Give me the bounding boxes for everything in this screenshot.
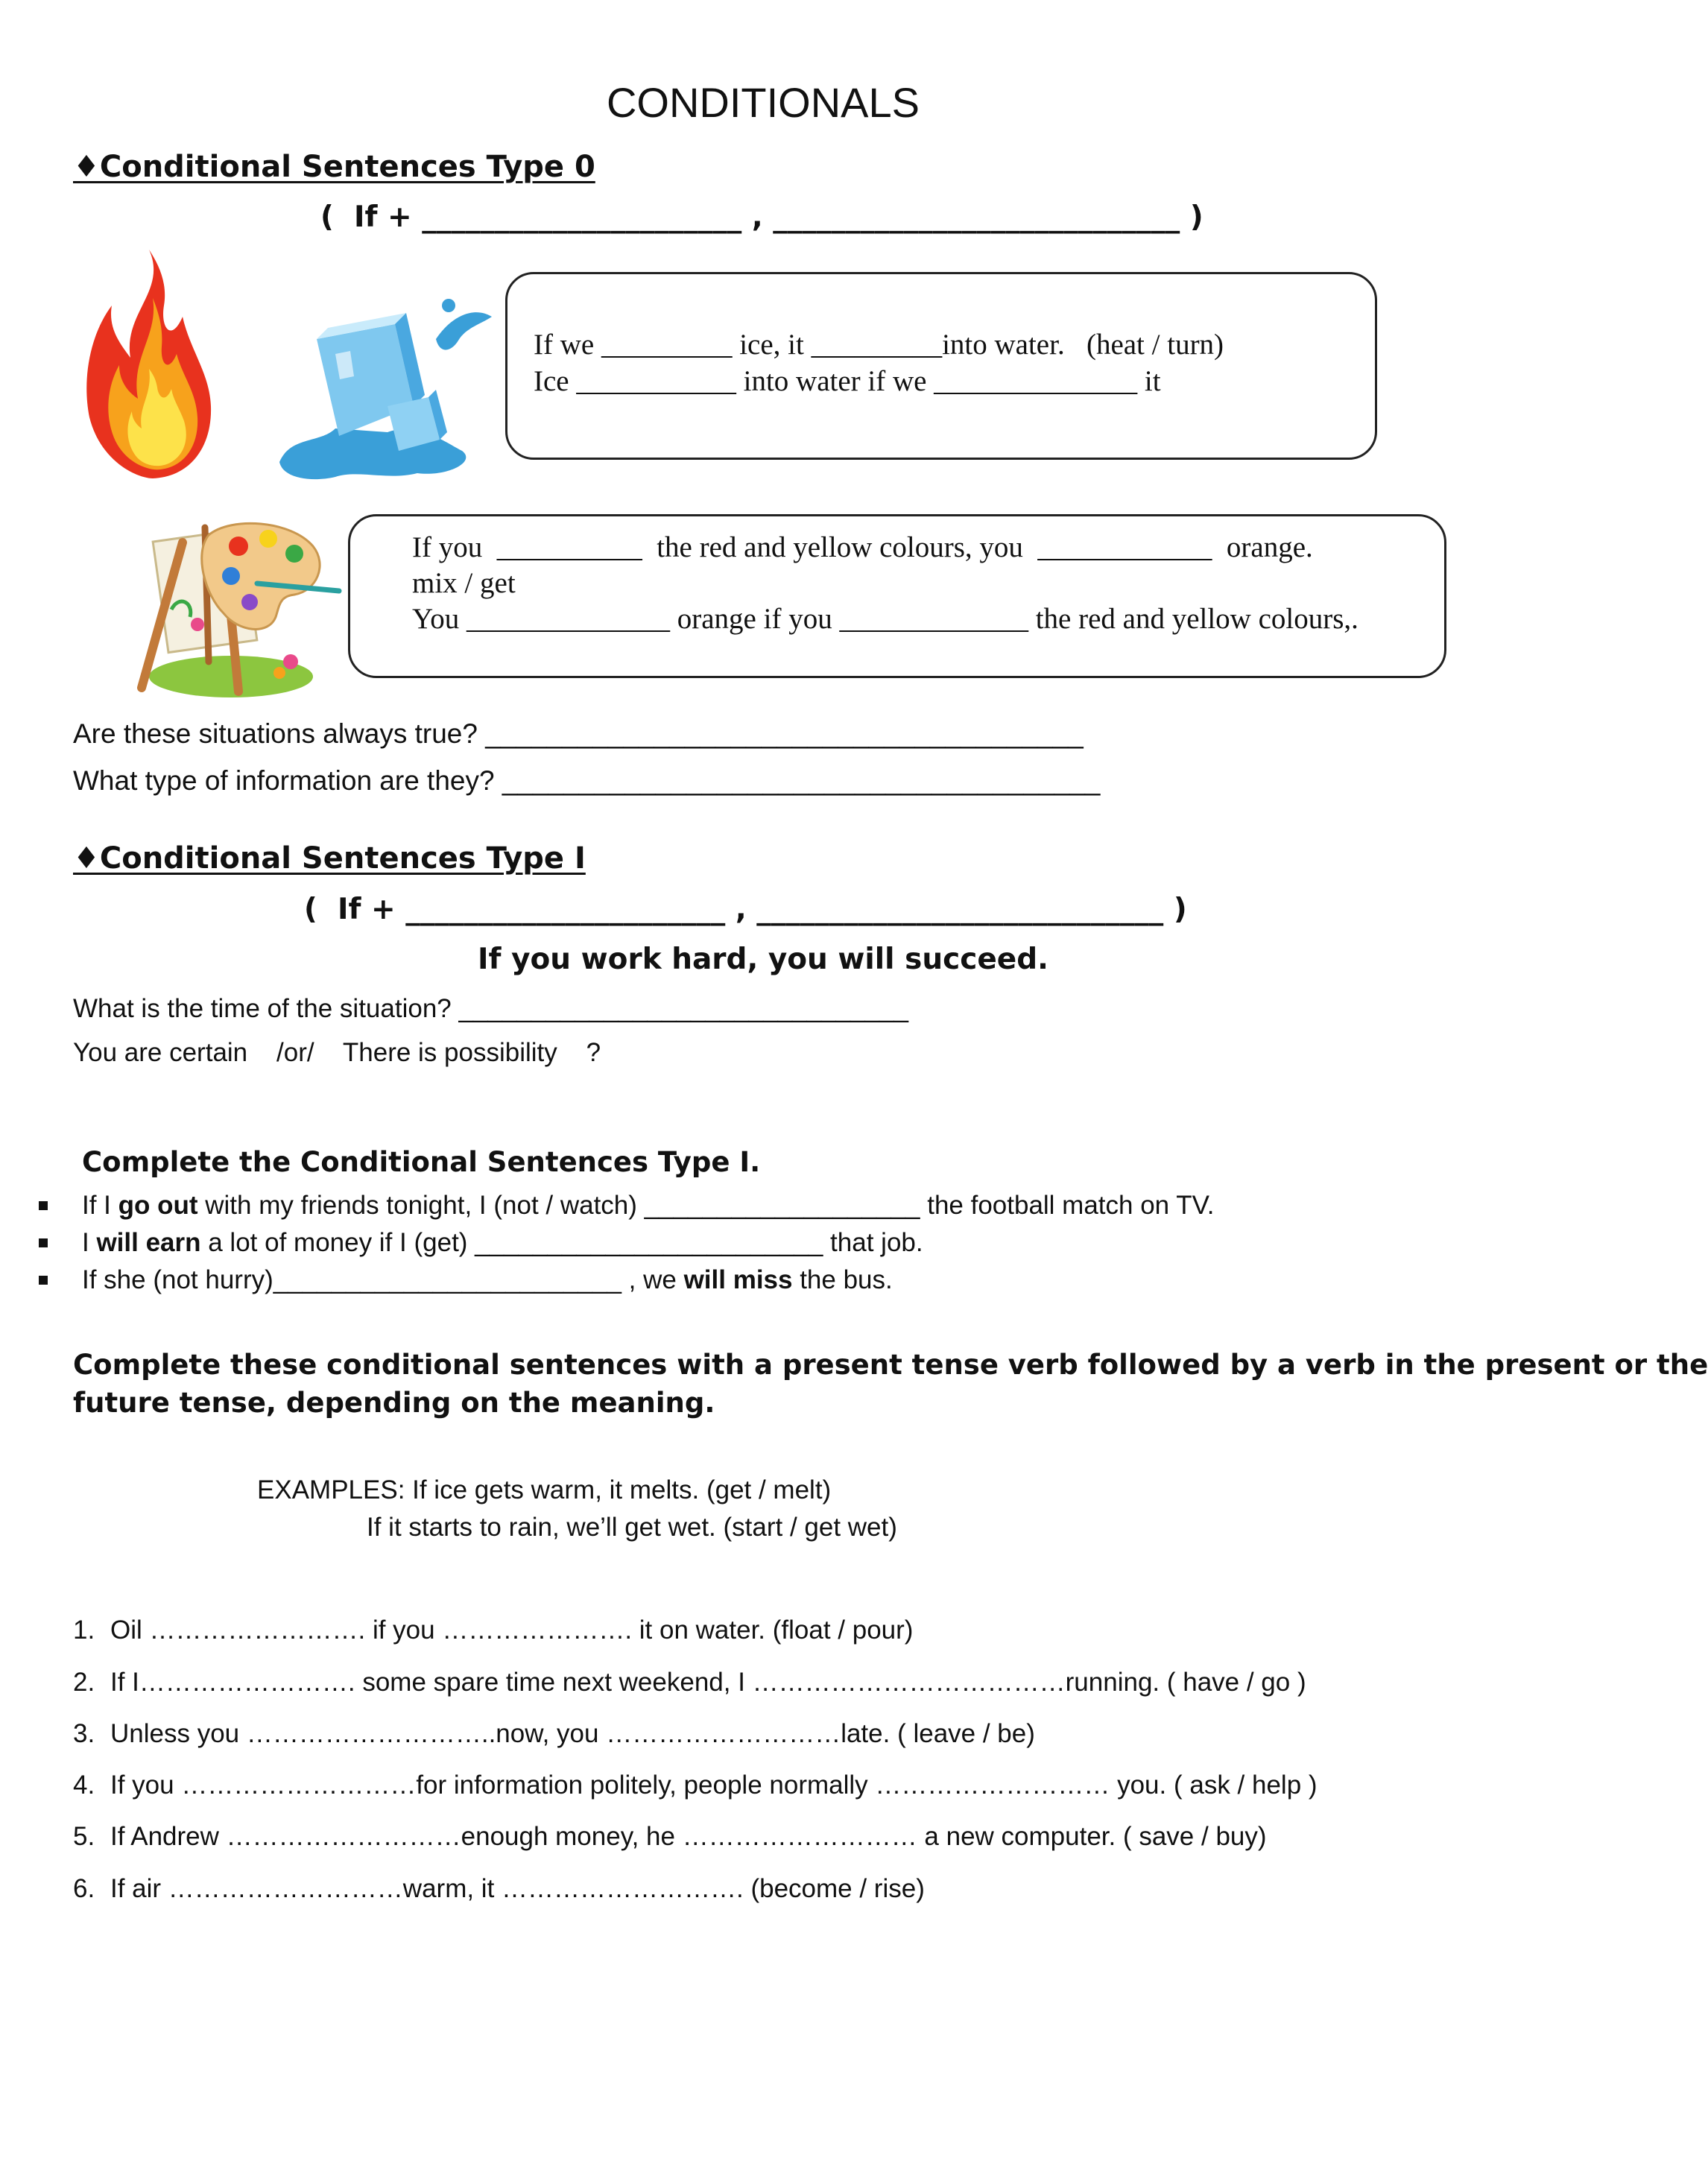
type0-heading: ♦Conditional Sentences Type 0 bbox=[73, 150, 595, 184]
exercise-item-4 bbox=[73, 1771, 1318, 1800]
box-ice-line2: Ice ___________ into water if we ______________ it bbox=[534, 365, 1161, 397]
melting-ice-icon bbox=[276, 294, 499, 484]
item-number: 1. bbox=[73, 1616, 95, 1645]
exercise-item-3 bbox=[73, 1719, 1035, 1748]
item-bold-text: will earn bbox=[96, 1228, 201, 1257]
type1-heading: ♦Conditional Sentences Type I bbox=[73, 841, 586, 876]
complete-tense-heading-line2: future tense, depending on the meaning. bbox=[73, 1387, 715, 1419]
item-text: If she (not hurry)________________________ , we bbox=[82, 1265, 684, 1294]
type1-question-time: What is the time of the situation? _______________________________ bbox=[73, 994, 908, 1023]
complete-tense-heading-line1: Complete these conditional sentences with a present tense verb followed by a verb in the present or the bbox=[73, 1349, 1708, 1381]
type0-box-colours bbox=[348, 514, 1446, 678]
item-bold-text: will miss bbox=[683, 1265, 793, 1294]
item-text: I bbox=[82, 1228, 97, 1257]
box-colours-line3: You ______________ orange if you _____________ the red and yellow colours,. bbox=[412, 603, 1359, 635]
bullet-icon bbox=[39, 1238, 48, 1247]
item-text: If I bbox=[82, 1191, 118, 1220]
item-text: a lot of money if I (get) ________________________ that job. bbox=[200, 1228, 923, 1257]
type0-box-ice bbox=[505, 272, 1377, 460]
examples-line1: EXAMPLES: If ice gets warm, it melts. (get / melt) bbox=[257, 1475, 832, 1504]
item-text: If air ………………………warm, it ………………………. (become / rise) bbox=[110, 1874, 925, 1903]
page-title: CONDITIONALS bbox=[606, 79, 920, 126]
type0-formula: ( If + ______________________ , ____________________________ ) bbox=[320, 200, 1203, 234]
bullet-icon bbox=[39, 1201, 48, 1210]
exercise-item-5 bbox=[73, 1822, 1267, 1851]
type1-question-certain: You are certain /or/ There is possibility ? bbox=[73, 1038, 601, 1067]
exercise-item-6 bbox=[73, 1874, 925, 1903]
item-text: If I……………………. some spare time next weekend, I ………………………………running. ( have / go ) bbox=[110, 1668, 1306, 1697]
examples-line2: If it starts to rain, we’ll get wet. (start / get wet) bbox=[367, 1513, 897, 1542]
fire-icon bbox=[78, 246, 216, 481]
type1-example-sentence: If you work hard, you will succeed. bbox=[478, 943, 1048, 976]
box-ice-line1: If we _________ ice, it _________into water. (heat / turn) bbox=[534, 329, 1224, 361]
item-text: If you ………………………for information politely, people normally ……………………… you. ( ask / help ) bbox=[110, 1771, 1318, 1800]
item-bold-text: go out bbox=[118, 1191, 198, 1220]
box-colours-line2: mix / get bbox=[412, 567, 516, 599]
item-text: the bus. bbox=[792, 1265, 893, 1294]
item-text: with my friends tonight, I (not / watch) ___________________ the football match on TV. bbox=[197, 1191, 1215, 1220]
type0-question-information: What type of information are they? _______________________________________ bbox=[73, 765, 1101, 796]
paint-palette-easel-icon bbox=[127, 513, 343, 703]
item-number: 3. bbox=[73, 1719, 95, 1748]
complete-type1-item-2 bbox=[82, 1230, 923, 1256]
box-colours-line1: If you __________ the red and yellow colours, you ____________ orange. bbox=[412, 531, 1313, 563]
complete-type1-heading: Complete the Conditional Sentences Type I. bbox=[82, 1146, 761, 1178]
complete-type1-item-1 bbox=[82, 1192, 1214, 1218]
item-text: If Andrew ………………………enough money, he ……………………… a new computer. ( save / buy) bbox=[110, 1822, 1267, 1851]
item-text: Oil ……………………. if you …………………. it on water. (float / pour) bbox=[110, 1616, 914, 1645]
item-number: 6. bbox=[73, 1874, 95, 1903]
exercise-item-2 bbox=[73, 1668, 1306, 1697]
type0-question-always-true: Are these situations always true? _______________________________________ bbox=[73, 718, 1084, 749]
complete-type1-item-3 bbox=[82, 1267, 893, 1293]
item-text: Unless you ………………………..now, you ………………………late. ( leave / be) bbox=[110, 1719, 1035, 1748]
exercise-item-1 bbox=[73, 1616, 914, 1645]
item-number: 2. bbox=[73, 1668, 95, 1697]
type1-formula: ( If + ______________________ , ____________________________ ) bbox=[304, 893, 1187, 926]
bullet-icon bbox=[39, 1276, 48, 1285]
item-number: 5. bbox=[73, 1822, 95, 1851]
item-number: 4. bbox=[73, 1771, 95, 1800]
